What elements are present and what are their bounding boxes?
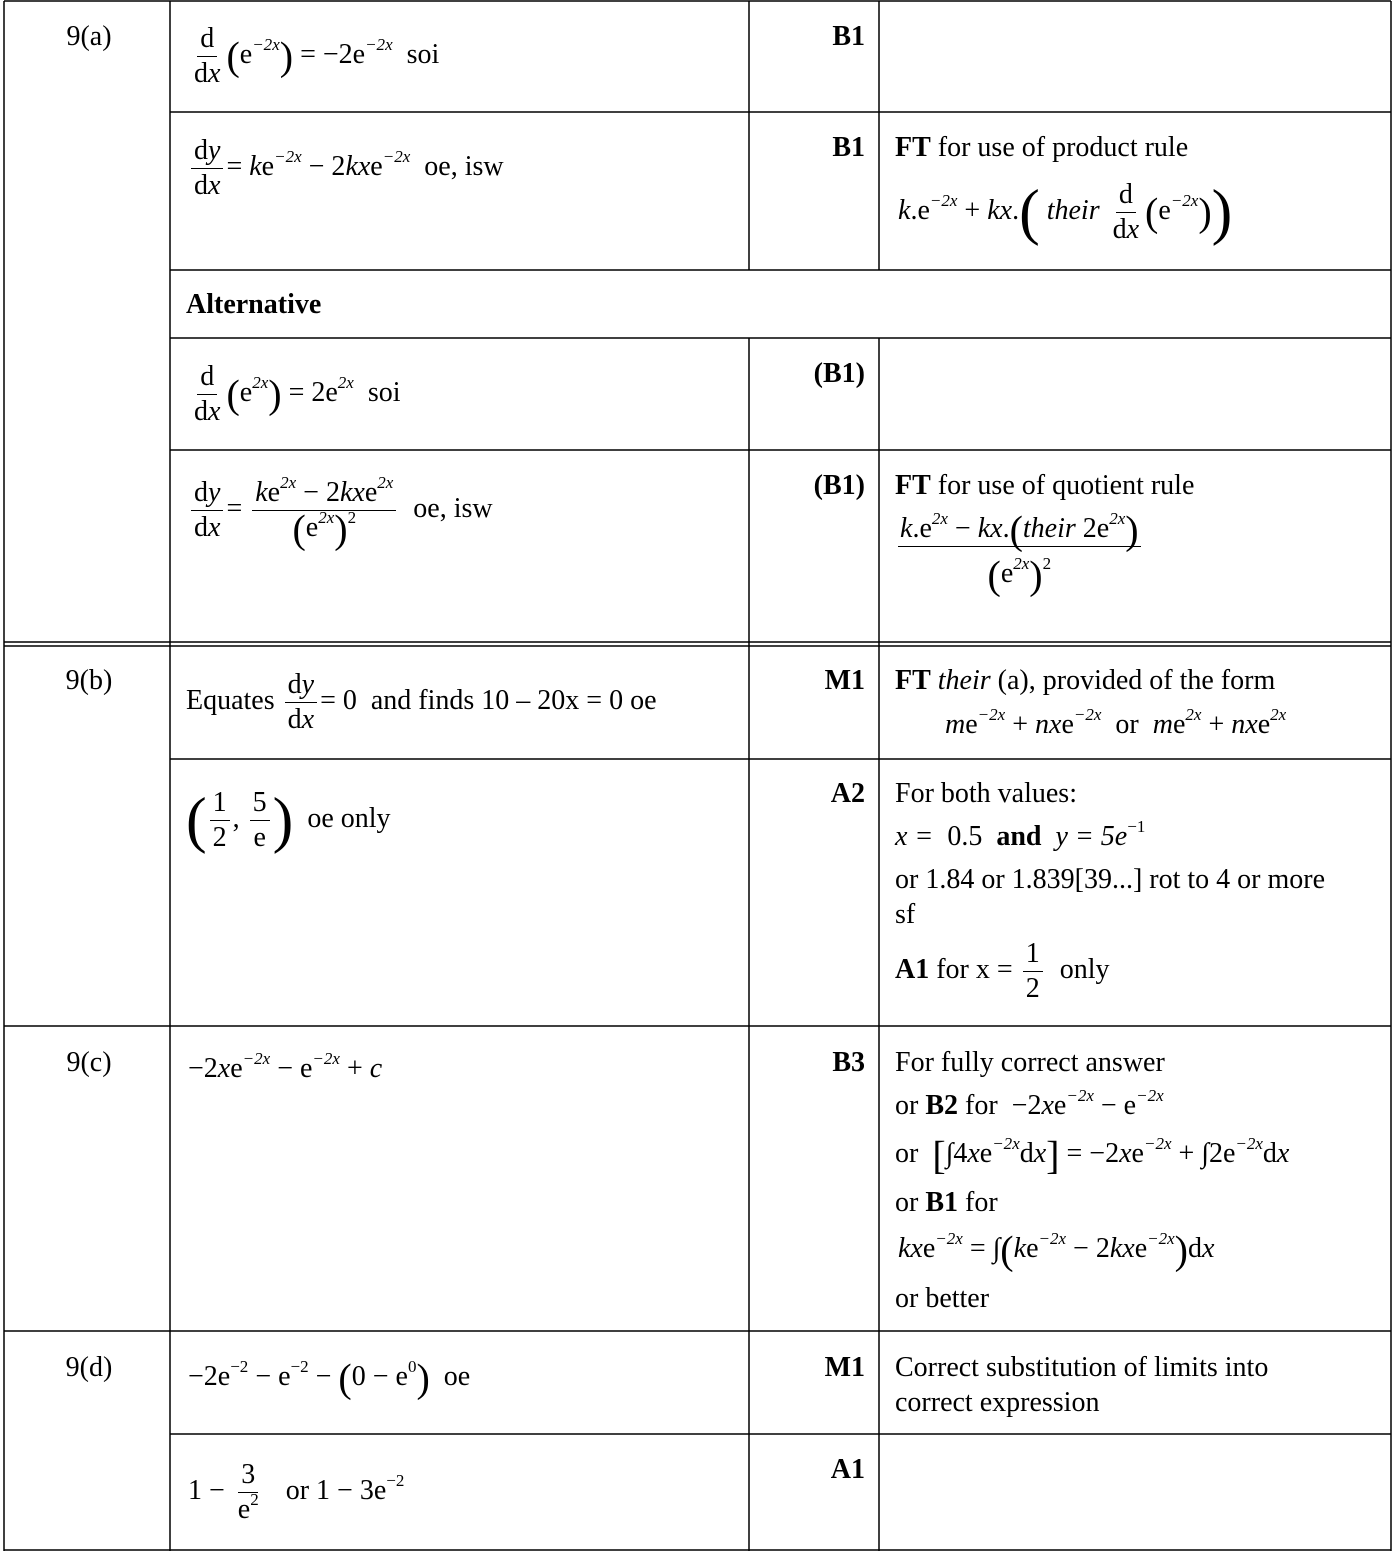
half-value: 0.5 — [947, 821, 983, 852]
answer-9a-derivative-e-minus-2x: $\frac{d}{dx}$ $(e^{-2x}) = -2e^{-2x}$ soi — [194, 23, 440, 89]
a1-label: A1 — [895, 953, 930, 985]
x-eq-label: x = — [895, 821, 934, 852]
soi-label-alt: soi — [367, 376, 401, 408]
answer-9a-dy-dx: $\frac{dy}{dx}$ = $ke^{-2x} - 2kxe^{-2x}$ oe, isw — [188, 134, 504, 203]
both-values-text: For both values: — [895, 778, 1077, 809]
rot-line-1: or 1.84 or 1.839[39...] rot to 4 or more — [895, 864, 1326, 895]
mark-r9: M1 — [824, 1352, 865, 1383]
quotient-rule-text: for use of quotient rule — [937, 470, 1195, 501]
guidance-product-rule-expression: $k.e^{-2x} + kx$.( their $\frac{d}{dx}$ $(e^{-2x})$) — [898, 178, 1233, 247]
their-a-text: (a), provided of the form — [997, 665, 1276, 696]
for-label-b2: for — [965, 1090, 998, 1121]
answer-9d-final: 1 − $\frac{3}{e^2}$ or $1 - 3e^{-2}$ — [188, 1459, 405, 1525]
ft-label-9b: FT — [895, 665, 931, 696]
mark-r6: M1 — [824, 665, 865, 696]
answer-9b-point: ( $\frac{1}{2}$ , $\frac{5}{e}$ ) oe only — [186, 786, 391, 855]
question-number-9a: 9(a) — [66, 21, 112, 52]
question-number-9b: 9(b) — [65, 665, 113, 696]
fully-correct-text: For fully correct answer — [895, 1047, 1165, 1078]
their-label-9b: their — [937, 665, 991, 696]
mark-r8: B3 — [832, 1047, 865, 1078]
question-number-9d: 9(d) — [65, 1352, 113, 1383]
answer-9a-alt-quotient: $\frac{dy}{dx}$ = $\frac{ke^{2x} - 2kxe^{2x}}{(e^{2x})^2}$ oe, isw — [188, 476, 493, 545]
guidance-quotient-rule — [895, 469, 1194, 503]
a1-for-text: for x = — [936, 953, 1013, 985]
guidance-quotient-expression: $\frac{k.e^{2x} - kx.(their 2e^{2x})}{(e^{2x})^2}$ — [900, 507, 1139, 598]
only-label: only — [1059, 953, 1110, 985]
guidance-values: x = 0.5 and $y = 5e^{-1}$ — [895, 817, 1146, 852]
or-1-3e-label: or 1 − 3e — [285, 1474, 387, 1506]
b1-label: B1 — [925, 1187, 959, 1218]
and-label: and — [996, 821, 1042, 852]
or-better-text: or better — [895, 1283, 990, 1314]
or-label-b2: or — [895, 1090, 919, 1121]
rot-line-2: sf — [895, 899, 916, 930]
limits-line-1: Correct substitution of limits into — [895, 1352, 1269, 1383]
or-label-integral: or — [895, 1138, 919, 1169]
mark-r10: A1 — [830, 1454, 865, 1485]
guidance-b1-expression: $kxe^{-2x} = \int(ke^{-2x} - 2kxe^{-2x})dx$ — [898, 1227, 1215, 1273]
for-label-b1: for — [965, 1187, 998, 1218]
guidance-product-rule — [895, 131, 1188, 165]
limits-line-2: correct expression — [895, 1387, 1100, 1418]
their-label: their — [1046, 194, 1100, 226]
guidance-a1: A1 for x = $\frac{1}{2}$ only — [895, 938, 1110, 1004]
answer-9a-alt-derivative: $\frac{d}{dx}$ $(e^{2x}) = 2e^{2x}$ soi — [194, 361, 401, 427]
guidance-b1 — [895, 1186, 998, 1220]
mark-r1: B1 — [832, 21, 865, 52]
ft-label-quotient: FT — [895, 470, 931, 501]
guidance-b2: or B2 for $-2xe^{-2x} - e^{-2x}$ — [895, 1086, 1164, 1121]
mark-r2: B1 — [832, 132, 865, 163]
guidance-9b-ft — [895, 664, 1275, 698]
question-number-9c: 9(c) — [66, 1047, 112, 1078]
or-label-b1: or — [895, 1187, 919, 1218]
product-rule-text: for use of product rule — [937, 132, 1189, 163]
guidance-9b-form: $me^{-2x} + nxe^{-2x}$ or $me^{2x} + nxe^{2x}$ — [945, 705, 1287, 740]
mark-r7: A2 — [830, 778, 865, 809]
answer-9b-equates: Equates $\frac{dy}{dx}$ = 0 and finds 10 – 20x = 0 oe — [186, 669, 657, 735]
ft-label: FT — [895, 132, 931, 163]
oe-isw-label-alt: oe, isw — [413, 492, 493, 524]
oe-isw-label: oe, isw — [424, 150, 504, 182]
oe-only-label: oe only — [307, 802, 391, 834]
b2-label: B2 — [925, 1090, 959, 1121]
answer-9c: $-2xe^{-2x} - e^{-2x} + c$ — [188, 1049, 383, 1084]
guidance-integral: or $[\int 4xe^{-2x}dx] = -2xe^{-2x} + \int 2e^{-2x}dx$ — [895, 1132, 1290, 1178]
answer-9d-substitution: $-2e^{-2} - e^{-2} - (0 - e^0)$ oe — [188, 1355, 471, 1401]
oe-label-9d: oe — [443, 1361, 471, 1392]
y-eq-label: y = 5e — [1055, 821, 1128, 852]
finds-text: and finds 10 – 20x = 0 oe — [370, 684, 657, 716]
equates-label: Equates — [186, 684, 275, 716]
mark-r5: (B1) — [813, 470, 865, 501]
mark-r4: (B1) — [813, 358, 865, 389]
or-label-form: or — [1115, 709, 1139, 740]
alternative-heading: Alternative — [186, 289, 322, 320]
soi-label: soi — [406, 38, 440, 70]
their-label-quotient: their — [1022, 513, 1076, 544]
